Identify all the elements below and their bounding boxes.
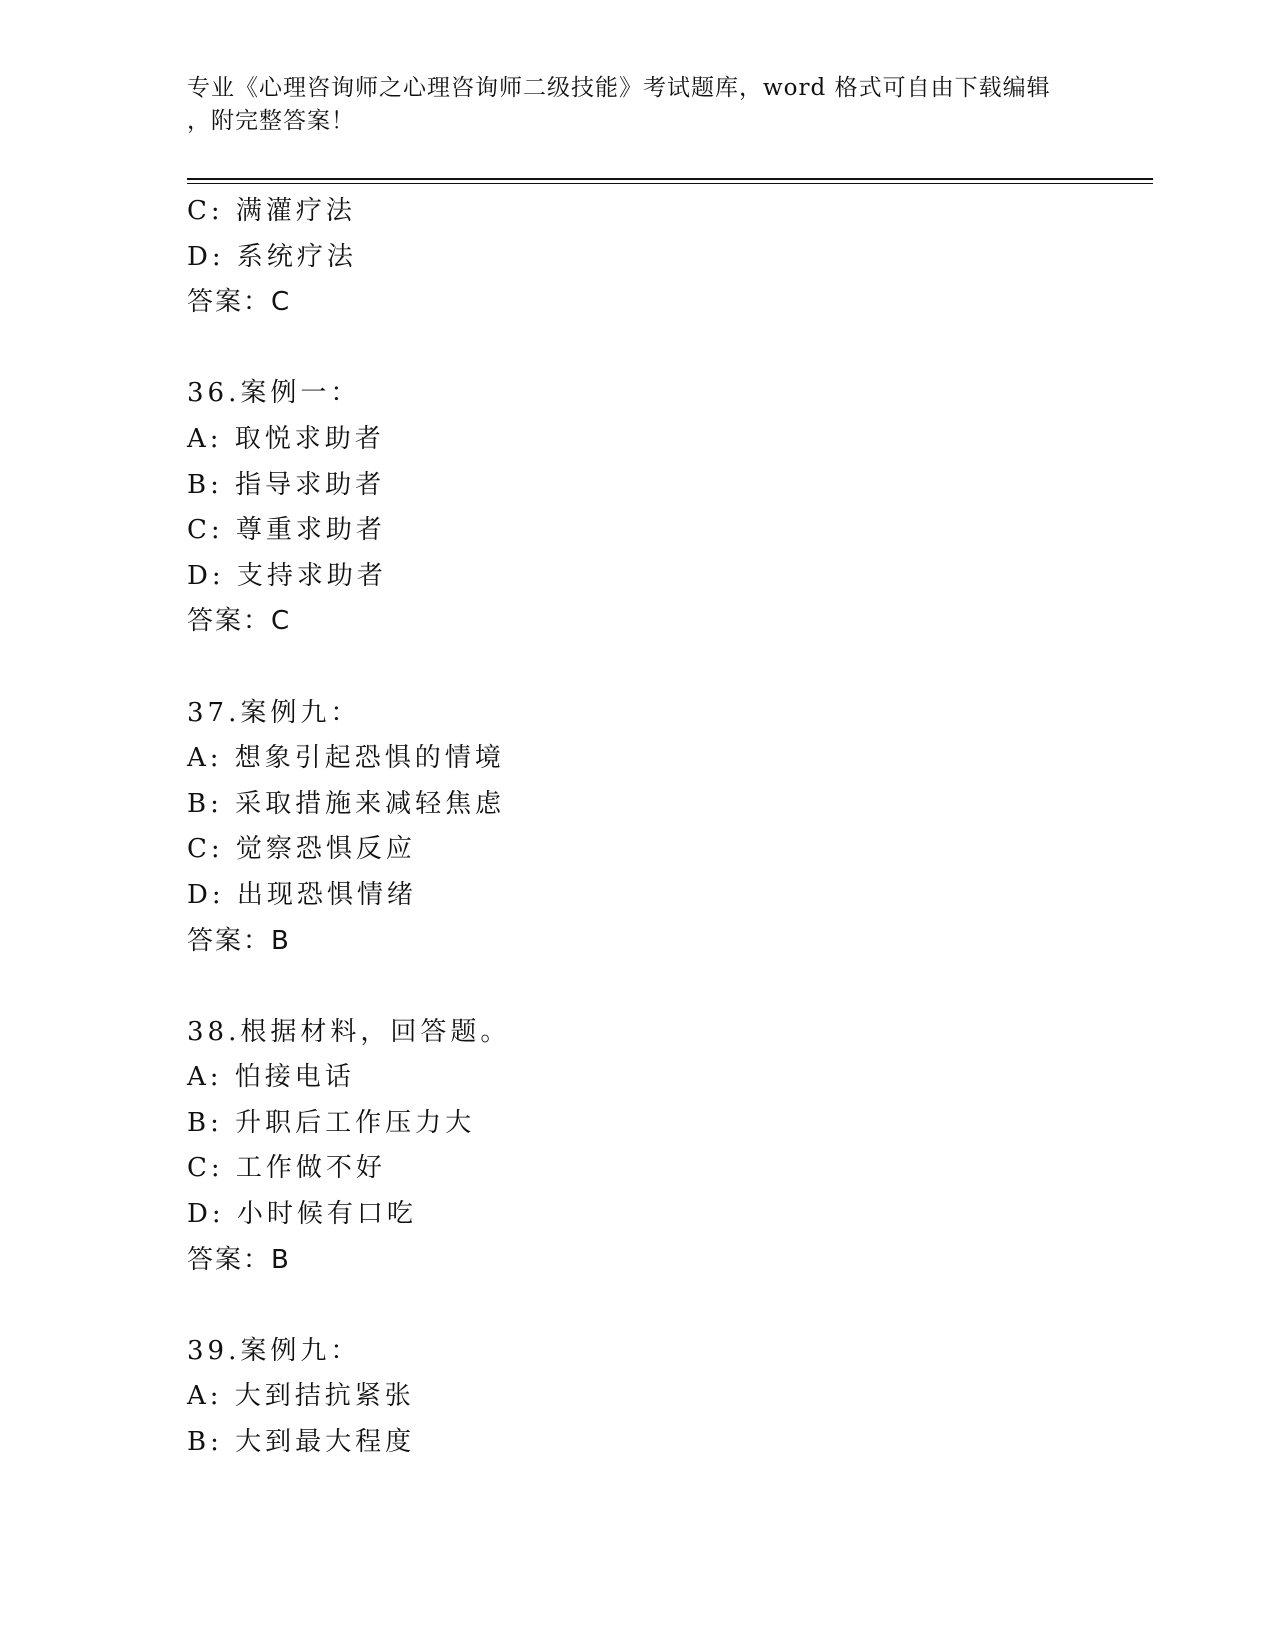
header-title-line-2: ，附完整答案！ [187,108,355,134]
answer-line: 答案：C [187,606,292,637]
option-line: A: 想象引起恐惧的情境 [187,743,505,774]
answer-line: 答案：B [187,925,291,956]
header-divider-thin [187,183,1153,184]
option-line: B: 大到最大程度 [187,1427,416,1458]
answer-line: 答案：B [187,1244,291,1275]
question-title: 38.根据材料，回答题。 [187,1016,511,1047]
option-line: B: 指导求助者 [187,469,386,500]
option-line: D: 系统疗法 [187,241,357,272]
option-line: D: 小时候有口吃 [187,1199,417,1230]
option-line: B: 采取措施来减轻焦虑 [187,788,506,819]
option-line: C: 尊重求助者 [187,515,386,546]
option-line: A: 怕接电话 [187,1062,355,1093]
option-line: A: 大到拮抗紧张 [187,1381,415,1412]
blank-spacer [187,1283,1147,1329]
question-title: 37.案例九： [187,697,361,728]
option-line: C: 工作做不好 [187,1153,386,1184]
option-line: C: 满灌疗法 [187,196,356,226]
question-list [187,189,1147,1466]
question-title: 39.案例九： [187,1335,361,1366]
question-title: 36.案例一： [187,378,361,409]
option-line: B: 升职后工作压力大 [187,1107,476,1138]
blank-spacer [187,645,1147,691]
document-header [187,72,1067,138]
blank-spacer [187,326,1147,372]
option-line: C: 觉察恐惧反应 [187,834,416,865]
option-line: D: 出现恐惧情绪 [187,879,417,910]
option-line: A: 取悦求助者 [187,423,385,454]
header-divider-thick [187,178,1153,180]
answer-line: 答案：C [187,287,292,318]
blank-spacer [187,964,1147,1010]
header-title-line-1: 专业《心理咨询师之心理咨询师二级技能》考试题库，word 格式可自由下载编辑 [187,75,1051,101]
option-line: D: 支持求助者 [187,560,387,591]
